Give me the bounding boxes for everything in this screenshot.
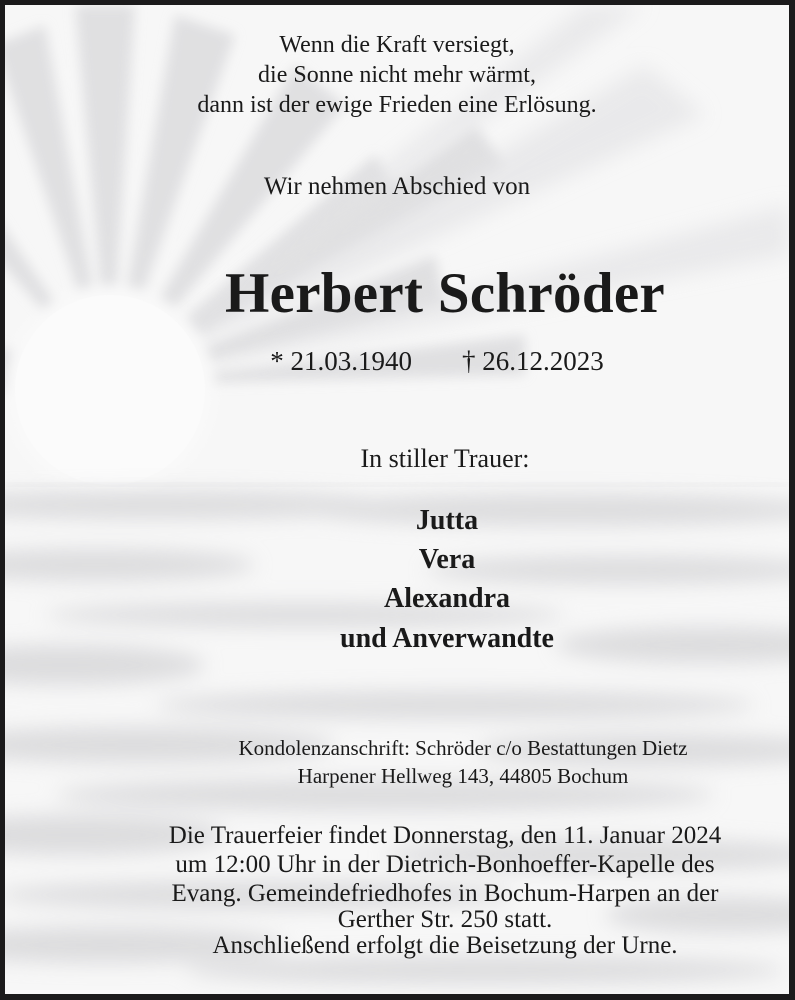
ceremony-line: Die Trauerfeier findet Donnerstag, den 11. Januar 2024 <box>168 822 722 849</box>
mourner-name: Alexandra <box>384 583 510 614</box>
mourning-label: In stiller Trauer: <box>360 444 530 473</box>
farewell-intro: Wir nehmen Abschied von <box>263 173 531 200</box>
condolence-address-line: Kondolenzanschrift: Schröder c/o Bestattungen Dietz <box>238 736 688 760</box>
obituary-notice <box>5 5 789 994</box>
poem-line: die Sonne nicht mehr wärmt, <box>258 62 536 88</box>
poem-line: dann ist der ewige Frieden eine Erlösung. <box>197 92 597 118</box>
ceremony-line: Evang. Gemeindefriedhofes in Bochum-Harpen an der <box>171 880 719 907</box>
deceased-name: Herbert Schröder <box>224 262 666 325</box>
death-date: 26.12.2023 <box>482 346 604 376</box>
mourner-name: und Anverwandte <box>340 623 554 654</box>
poem-line: Wenn die Kraft versiegt, <box>279 32 515 58</box>
birth-date: 21.03.1940 <box>290 346 412 376</box>
mourner-name: Jutta <box>415 505 479 536</box>
mourner-name: Vera <box>418 544 476 575</box>
death-cross-icon: † <box>462 346 476 376</box>
ceremony-line: Anschließend erfolgt die Beisetzung der Urne. <box>212 932 678 959</box>
ceremony-line: Gerther Str. 250 statt. <box>337 906 553 933</box>
ceremony-line: um 12:00 Uhr in der Dietrich-Bonhoeffer-Kapelle des <box>175 851 715 878</box>
life-dates <box>45 348 789 375</box>
condolence-address-line: Harpener Hellweg 143, 44805 Bochum <box>297 764 629 788</box>
birth-symbol: * <box>270 346 284 376</box>
